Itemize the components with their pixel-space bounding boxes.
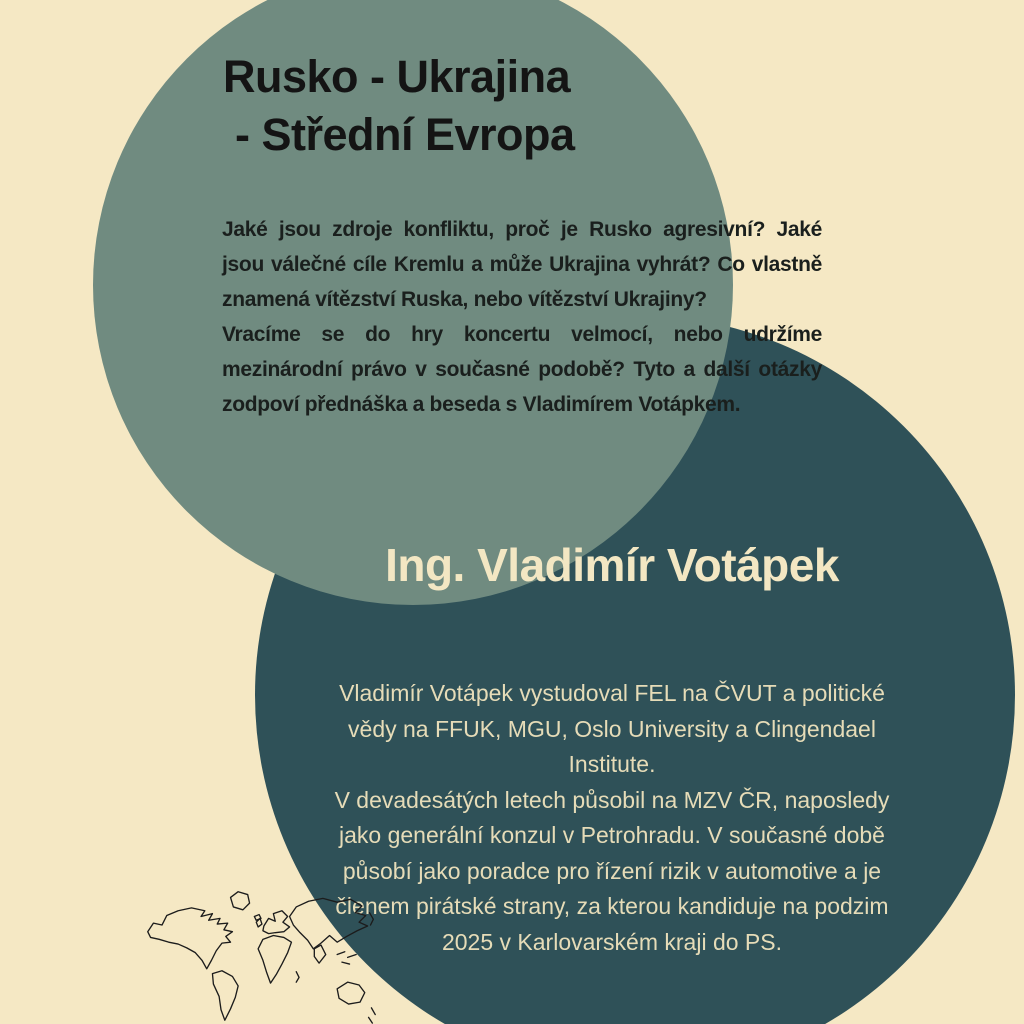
event-description <box>222 212 822 422</box>
speaker-bio-paragraph-1: Vladimír Votápek vystudoval FEL na ČVUT a politické vědy na FFUK, MGU, Oslo University a Clingendael Institute. <box>339 680 885 777</box>
speaker-bio <box>312 676 912 960</box>
speaker-bio-paragraph-2: V devadesátých letech působil na MZV ČR, naposledy jako generální konzul v Petrohradu. V současné době působí jako poradce pro řízení rizik v automotive a je členem pirátské strany, za kterou kandiduje na podzim 2025 v Karlovarském kraji do PS. <box>334 786 890 955</box>
speaker-name-heading: Ing. Vladimír Votápek <box>385 539 839 591</box>
world-map-icon <box>142 884 380 1024</box>
event-title-line-1: Rusko - Ukrajina <box>223 51 571 102</box>
event-title <box>223 48 575 164</box>
event-description-paragraph-1: Jaké jsou zdroje konfliktu, proč je Rusko agresivní? Jaké jsou válečné cíle Kremlu a může Ukrajina vyhrát? Co vlastně znamená vítězství Ruska, nebo vítězství Ukrajiny? <box>222 218 822 311</box>
event-description-paragraph-2: Vracíme se do hry koncertu velmocí, nebo udržíme mezinárodní právo v současné podobě? Tyto a další otázky zodpoví přednáška a beseda s Vladimírem Votápkem. <box>222 323 822 416</box>
event-title-line-2: - Střední Evropa <box>235 109 575 160</box>
